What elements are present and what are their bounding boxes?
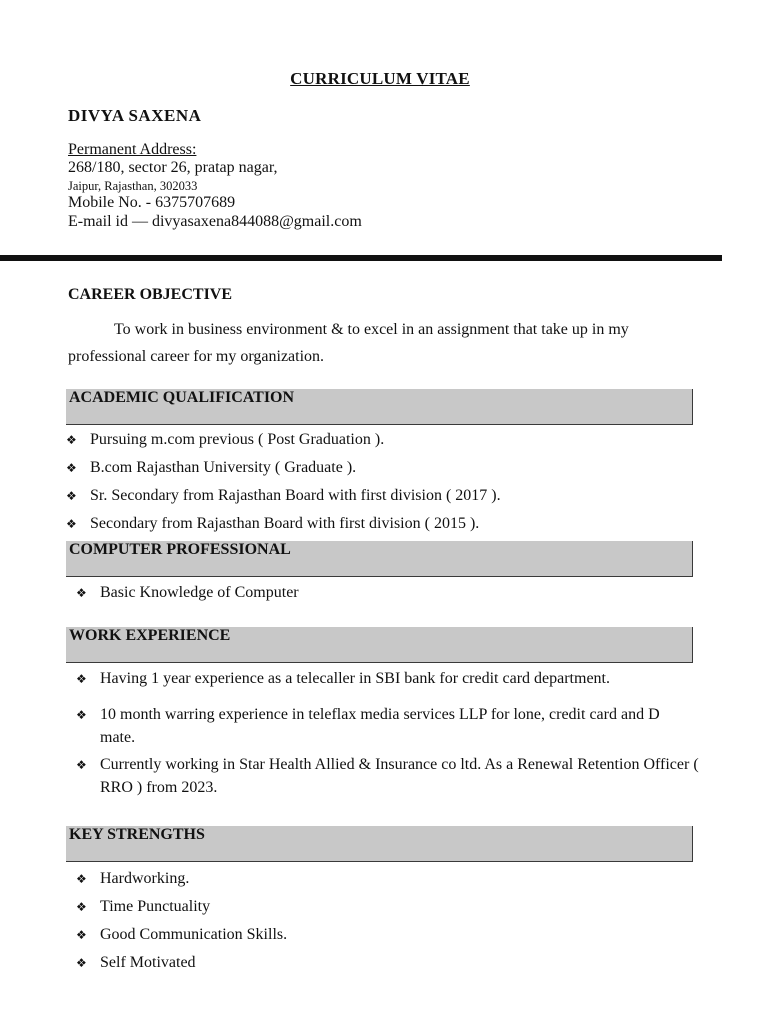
- work-item: [76, 753, 706, 799]
- diamond-bullet-icon: ❖: [66, 517, 77, 531]
- academic-item: [66, 512, 479, 536]
- mobile-number: Mobile No. - 6375707689: [68, 194, 236, 211]
- diamond-bullet-icon: ❖: [66, 433, 77, 447]
- academic-item: [66, 428, 384, 452]
- academic-item-text: Secondary from Rajasthan Board with first division ( 2015 ).: [90, 515, 480, 532]
- email-address: E-mail id — divyasaxena844088@gmail.com: [68, 213, 362, 230]
- strength-item: [76, 951, 196, 975]
- academic-qualification-header: [66, 389, 693, 425]
- key-strengths-heading: KEY STRENGTHS: [69, 826, 205, 843]
- computer-professional-header: [66, 541, 693, 577]
- work-item-text: Having 1 year experience as a telecaller in SBI bank for credit card department.: [100, 670, 610, 687]
- work-item: [76, 703, 680, 749]
- academic-item-text: Sr. Secondary from Rajasthan Board with first division ( 2017 ).: [90, 487, 501, 504]
- work-item-text: 10 month warring experience in teleflax media services LLP for lone, credit card and D mate.: [100, 706, 660, 746]
- address-line-1: 268/180, sector 26, pratap nagar,: [68, 159, 278, 176]
- document-title: CURRICULUM VITAE: [290, 69, 470, 88]
- computer-item-text: Basic Knowledge of Computer: [100, 584, 299, 601]
- career-objective-line-2: professional career for my organization.: [68, 348, 325, 365]
- academic-item: [66, 484, 501, 508]
- work-item-text: Currently working in Star Health Allied & Insurance co ltd. As a Renewal Retention Officer ( RRO ) from 2023.: [100, 756, 699, 796]
- candidate-name: DIVYA SAXENA: [68, 106, 202, 125]
- work-experience-header: [66, 627, 693, 663]
- address-line-2: Jaipur, Rajasthan, 302033: [68, 179, 198, 193]
- academic-item-text: Pursuing m.com previous ( Post Graduation ).: [90, 431, 385, 448]
- diamond-bullet-icon: ❖: [76, 758, 87, 772]
- work-experience-heading: WORK EXPERIENCE: [69, 627, 231, 644]
- strength-item-text: Good Communication Skills.: [100, 926, 288, 943]
- diamond-bullet-icon: ❖: [66, 489, 77, 503]
- diamond-bullet-icon: ❖: [66, 461, 77, 475]
- career-objective-heading: CAREER OBJECTIVE: [68, 286, 233, 303]
- diamond-bullet-icon: ❖: [76, 672, 87, 686]
- diamond-bullet-icon: ❖: [76, 872, 87, 886]
- academic-item: [66, 456, 356, 480]
- diamond-bullet-icon: ❖: [76, 708, 87, 722]
- academic-qualification-heading: ACADEMIC QUALIFICATION: [69, 389, 295, 406]
- address-label: Permanent Address:: [68, 141, 197, 158]
- strength-item-text: Hardworking.: [100, 870, 190, 887]
- diamond-bullet-icon: ❖: [76, 900, 87, 914]
- strength-item-text: Time Punctuality: [100, 898, 211, 915]
- strength-item: [76, 895, 210, 919]
- diamond-bullet-icon: ❖: [76, 928, 87, 942]
- diamond-bullet-icon: ❖: [76, 956, 87, 970]
- work-item: [76, 667, 610, 691]
- computer-item: [76, 581, 299, 605]
- academic-item-text: B.com Rajasthan University ( Graduate ).: [90, 459, 357, 476]
- header-divider: [0, 255, 722, 261]
- strength-item: [76, 867, 189, 891]
- strength-item-text: Self Motivated: [100, 954, 196, 971]
- key-strengths-header: [66, 826, 693, 862]
- computer-professional-heading: COMPUTER PROFESSIONAL: [69, 541, 291, 558]
- career-objective-line-1: To work in business environment & to excel in an assignment that take up in my: [114, 321, 629, 338]
- diamond-bullet-icon: ❖: [76, 586, 87, 600]
- strength-item: [76, 923, 287, 947]
